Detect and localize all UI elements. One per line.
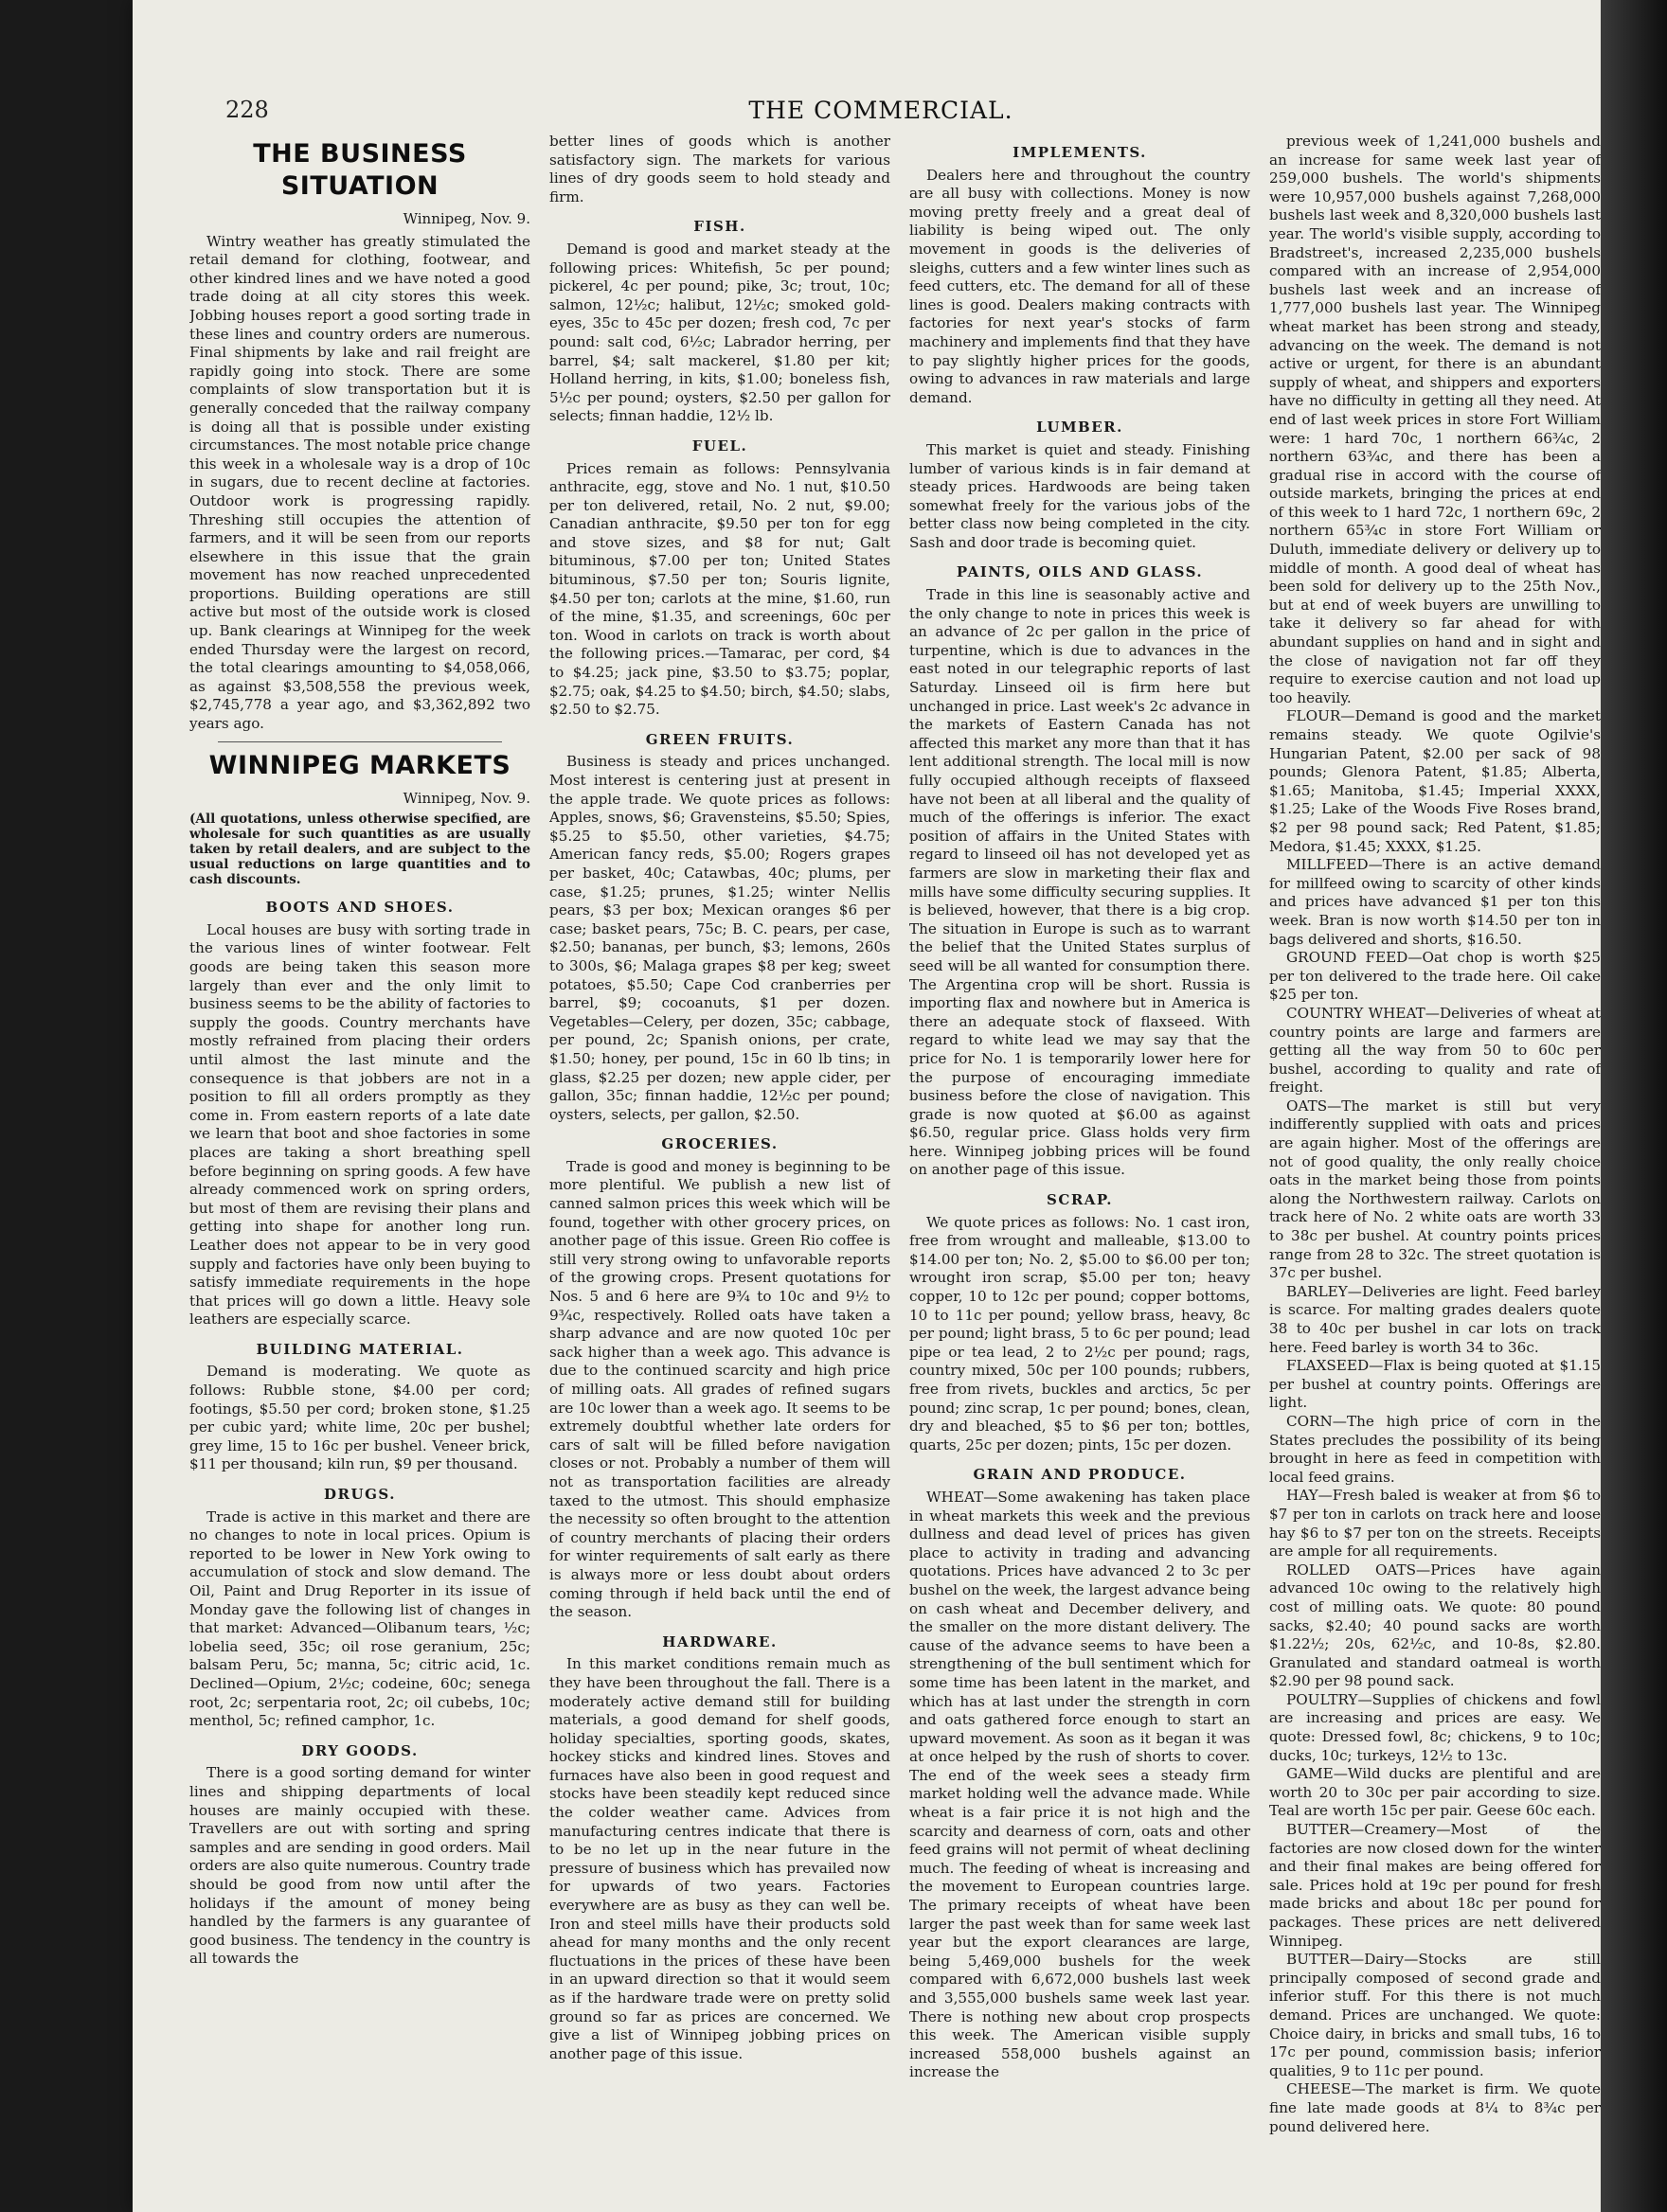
section-text: POULTRY—Supplies of chickens and fowl are increasing and prices are easy. We quote: Dressed fowl, 8c; chickens, 9 to 10c; ducks, 10c; turkeys, 12½ to 13c.: [1269, 1690, 1601, 1764]
section-text: In this market conditions remain much as they have been throughout the fall. There is a moderately active demand still for building materials, a good demand for shelf goods, holiday specialties, sporting goods, skates, hockey sticks and kindred lines. Stoves and furnaces have also been in good request and stocks have been steadily kept reduced since the colder weather came. Advices from manufacturing centres indicate that there is to be no let up in the near future in the pressure of business which has prevailed now for upwards of two years. Factories everywhere are as busy as they can well be. Iron and steel mills have their products sold ahead for many months and the only recent fluctuations in the prices of these have been in an upward direction so that it would seem as if the hardware trade were on pretty solid ground so far as prices are concerned. We give a list of Winnipeg jobbing prices on another page of this issue.: [549, 1655, 890, 2062]
column-2: [549, 133, 890, 2063]
section-text: We quote prices as follows: No. 1 cast iron, free from wrought and malleable, $13.00 to $14.00 per ton; No. 2, $5.00 to $6.00 per ton; wrought iron scrap, $5.00 per ton; heavy copper, 10 to 12c per pound; copper bottoms, 10 to 11c per pound; yellow brass, heavy, 8c per pound; light brass, 5 to 6c per pound; lead pipe or tea lead, 2 to 2½c per pound; rags, country mixed, 50c per 100 pounds; rubbers, free from rivets, buckles and arctics, 5c per pound; zinc scrap, 1c per pound; bones, clean, dry and bleached, $5 to $6 per ton; bottles, quarts, 25c per dozen; pints, 15c per dozen.: [909, 1213, 1250, 1454]
section-text: Prices remain as follows: Pennsylvania anthracite, egg, stove and No. 1 nut, $10.50 per ton delivered, retail, No. 2 nut, $9.00; Canadian anthracite, $9.50 per ton for egg and stove sizes, and $8 for nut; Galt bituminous, $7.00 per ton; United States bituminous, $7.50 per ton; Souris lignite, $4.50 per ton; carlots at the mine, $1.60, run of the mine, $1.35, and screenings, 60c per ton. Wood in carlots on track is worth about the following prices.—Tamarac, per cord, $4 to $4.25; jack pine, $3.50 to $3.75; poplar, $2.75; oak, $4.25 to $4.50; birch, $4.50; slabs, $2.50 to $2.75.: [549, 459, 890, 719]
column-2-sections: [549, 218, 890, 2063]
business-situation-dateline: Winnipeg, Nov. 9.: [403, 210, 530, 227]
section-text: CORN—The high price of corn in the States precludes the possibility of its being brought in here as feed in competition with local feed grains.: [1269, 1412, 1601, 1486]
column-3: [909, 133, 1250, 2082]
newspaper-page: [133, 0, 1629, 2212]
paper-title: THE COMMERCIAL.: [748, 97, 1013, 124]
section-text: Trade in this line is seasonably active and the only change to note in prices this week is an advance of 2c per gallon in the price of turpentine, which is due to advances in the east noted in our telegraphic reports of last Saturday. Linseed oil is firm here but unchanged in price. Last week's 2c advance in the markets of Eastern Canada has not affected this market any more than that it has lent additional strength. The local mill is now fully occupied although receipts of flaxseed have not been at all liberal and the quality of much of the offerings is inferior. The exact position of affairs in the United States with regard to linseed oil has not developed yet as farmers are slow in marketing their flax and mills have some difficulty securing supplies. It is believed, however, that there is a big crop. The situation in Europe is such as to warrant the belief that the United States surplus of seed will be all wanted for consumption there. The Argentina crop will be short. Russia is importing flax and nowhere but in America is there an adequate stock of flaxseed. With regard to white lead we may say that the price for No. 1 is temporarily lower here for the purpose of encouraging immediate business before the close of navigation. This grade is now quoted at $6.00 as against $6.50, regular price. Glass holds very firm here. Winnipeg jobbing prices will be found on another page of this issue.: [909, 586, 1250, 1179]
section-text: MILLFEED—There is an active demand for millfeed owing to scarcity of other kinds and prices have advanced $1 per ton this week. Bran is now worth $14.50 per ton in bags delivered and shorts, $16.50.: [1269, 856, 1601, 948]
column-1-sections: [189, 899, 530, 1969]
page-header: [133, 97, 1629, 125]
scan-edge-shadow: [1601, 0, 1667, 2212]
section-text: HAY—Fresh baled is weaker at from $6 to $7 per ton in carlots on track here and loose hay $6 to $7 per ton on the streets. Receipts are ample for all requirements.: [1269, 1487, 1601, 1561]
section-heading: PAINTS, OILS AND GLASS.: [956, 563, 1204, 581]
divider: [218, 741, 502, 742]
section-text: This market is quiet and steady. Finishing lumber of various kinds is in fair demand at steady prices. Hardwoods are being taken somewhat freely for the various jobs of the better class now being completed in the city. Sash and door trade is becoming quiet.: [909, 440, 1250, 551]
section-text: FLAXSEED—Flax is being quoted at $1.15 per bushel at country points. Offerings are light.: [1269, 1357, 1601, 1412]
section-heading: DRY GOODS.: [301, 1741, 419, 1759]
winnipeg-markets-dateline: Winnipeg, Nov. 9.: [403, 789, 530, 807]
section-text: BUTTER—Creamery—Most of the factories are now closed down for the winter and their final makes are being offered for sale. Prices hold at 19c per pound for fresh made bricks and about 18c per pound for packages. These prices are nett delivered Winnipeg.: [1269, 1821, 1601, 1950]
section-text: BARLEY—Deliveries are light. Feed barley is scarce. For malting grades dealers quote 38 to 40c per bushel in car lots on track here. Feed barley is worth 34 to 36c.: [1269, 1282, 1601, 1356]
section-text: GAME—Wild ducks are plentiful and are worth 20 to 30c per pair according to size. Teal are worth 15c per pair. Geese 60c each.: [1269, 1765, 1601, 1820]
business-situation-headline: THE BUSINESS SITUATION: [253, 139, 467, 201]
section-heading: BUILDING MATERIAL.: [256, 1340, 464, 1358]
section-heading: FUEL.: [691, 437, 748, 455]
section-text: FLOUR—Demand is good and the market remains steady. We quote Ogilvie's Hungarian Patent, $2.00 per sack of 98 pounds; Glenora Patent, $1.85; Alberta, $1.65; Manitoba, $1.45; Imperial XXXX, $1.25; Lake of the Woods Five Roses brand, $2 per 98 pound sack; Red Patent, $1.85; Medora, $1.45; XXXX, $1.25.: [1269, 707, 1601, 855]
section-text: Dealers here and throughout the country are all busy with collections. Money is now moving pretty freely and a great deal of liability is being wiped out. The only movement in goods is the deliveries of sleighs, cutters and a few winter lines such as feed cutters, etc. The demand for all of these lines is good. Dealers making contracts with factories for next year's stocks of farm machinery and implements find that they have to pay slightly higher prices for the goods, owing to advances in raw materials and large demand.: [909, 166, 1250, 406]
dry-goods-continued: better lines of goods which is another satisfactory sign. The markets for various lines of dry goods seem to hold steady and firm.: [549, 133, 890, 205]
section-heading: LUMBER.: [1036, 419, 1123, 437]
section-text: COUNTRY WHEAT—Deliveries of wheat at country points are large and farmers are getting all the way from 50 to 60c per bushel, according to quality and rate of freight.: [1269, 1004, 1601, 1097]
section-text: WHEAT—Some awakening has taken place in wheat markets this week and the previous dullness and dead level of prices has given place to activity in trading and advancing quotations. Prices have advanced 2 to 3c per bushel on the week, the largest advance being on cash wheat and December delivery, and the smaller on the more distant delivery. The cause of the advance seems to have been a strengthening of the bull sentiment which for some time has been latent in the market, and which has at last under the strength in corn and oats gathered force enough to start an upward movement. As soon as it began it was at once helped by the rush of shorts to cover. The end of the week sees a steady firm market holding well the advance made. While wheat is a fair price it is not high and the scarcity and dearness of corn, oats and other feed grains will not permit of wheat declining much. The feeding of wheat is increasing and the movement to European countries large. The primary receipts of wheat have been larger the past week than for same week last year but the export clearances are large, being 5,469,000 bushels for the week compared with 6,672,000 bushels last week and 3,555,000 bushels same week last year. There is nothing new about crop prospects this week. The American visible supply increased 558,000 bushels against an increase the: [909, 1488, 1250, 2081]
section-text: Local houses are busy with sorting trade in the various lines of winter footwear. Felt goods are being taken this season more largely than ever and the only limit to business seems to be the ability of factories to supply the goods. Country merchants have mostly refrained from placing their orders until almost the last minute and the consequence is that jobbers are not in a position to fill all orders promptly as they come in. From eastern reports of a late date we learn that boot and shoe factories in some places are taking a short breathing spell before beginning on spring goods. A few have already commenced work on spring orders, but most of them are revising their plans and getting into shape for another long run. Leather does not appear to be in very good supply and factories have only been buying to satisfy immediate requirements in the hope that prices will go down a little. Heavy sole leathers are especially scarce.: [189, 920, 530, 1329]
section-heading: GREEN FRUITS.: [645, 730, 795, 748]
section-text: BUTTER—Dairy—Stocks are still principally composed of second grade and inferior stuff. For this there is not much demand. Prices are unchanged. We quote: Choice dairy, in bricks and small tubs, 16 to 17c per pound, commission basis; inferior qualities, 9 to 11c per pound.: [1269, 1951, 1601, 2079]
section-heading: GRAIN AND PRODUCE.: [973, 1466, 1187, 1484]
column-4-sections: [1269, 133, 1601, 2136]
column-3-sections: [909, 144, 1250, 2082]
section-text: There is a good sorting demand for winter lines and shipping departments of local houses are mainly occupied with these. Travellers are out with sorting and spring samples and are sending in good orders. Mail orders are also quite numerous. Country trade should be good from now until after the holidays if the amount of money being handled by the farmers is any guarantee of good business. The tendency in the country is all towards the: [189, 1764, 530, 1968]
section-text: Business is steady and prices unchanged. Most interest is centering just at present in the apple trade. We quote prices as follows: Apples, snows, $6; Gravensteins, $5.50; Spies, $5.25 to $5.50, other varieties, $4.75; American fancy reds, $5.00; Rogers grapes per basket, 40c; Catawbas, 40c; plums, per case, $1.25; prunes, $1.25; winter Nellis pears, $3 per box; Mexican oranges $6 per case; basket pears, 75c; B. C. pears, per case, $2.50; bananas, per bunch, $3; lemons, 260s to 300s, $6; Malaga grapes $8 per keg; sweet potatoes, $5.50; Cape Cod cranberries per barrel, $9; cocoanuts, $1 per dozen. Vegetables—Celery, per dozen, 35c; cabbage, per pound, 2c; Spanish onions, per crate, $1.50; honey, per pound, 15c in 60 lb tins; in glass, $2.25 per dozen; new apple cider, per gallon, 35c; finnan haddie, 12½c per pound; oysters, selects, per gallon, $2.50.: [549, 753, 890, 1123]
section-text: Trade is good and money is beginning to be more plentiful. We publish a new list of canned salmon prices this week which will be found, together with other grocery prices, on another page of this issue. Green Rio coffee is still very strong owing to unfavorable reports of the growing crops. Present quotations for Nos. 5 and 6 here are 9¾ to 10c and 9½ to 9¾c, respectively. Rolled oats have taken a sharp advance and are now quoted 10c per sack higher than a week ago. This advance is due to the continued scarcity and high price of milling oats. All grades of refined sugars are 10c lower than a week ago. It seems to be extremely doubtful whether late orders for cars of salt will be filled before navigation closes or not. Probably a number of them will not as transportation facilities are already taxed to the utmost. This should emphasize the necessity so often brought to the attention of country merchants of placing their orders for winter requirements of salt early as there is always more or less doubt about orders coming through if held back until the end of the season.: [549, 1157, 890, 1621]
section-text: Demand is moderating. We quote as follows: Rubble stone, $4.00 per cord; footings, $5.50 per cord; broken stone, $1.25 per cubic yard; white lime, 20c per bushel; grey lime, 15 to 16c per bushel. Veneer brick, $11 per thousand; kiln run, $9 per thousand.: [189, 1363, 530, 1473]
section-text: GROUND FEED—Oat chop is worth $25 per ton delivered to the trade here. Oil cake $25 per ton.: [1269, 949, 1601, 1004]
business-situation-text: Wintry weather has greatly stimulated the retail demand for clothing, footwear, and other kindred lines and we have noted a good trade doing at all city stores this week. Jobbing houses report a good sorting trade in these lines and country orders are numerous. Final shipments by lake and rail freight are rapidly going into stock. There are some complaints of slow transportation but it is generally conceded that the railway company is doing all that is possible under existing circumstances. The most notable price change this week in a wholesale way is a drop of 10c in sugars, due to recent decline at factories. Outdoor work is progressing rapidly. Threshing still occupies the attention of farmers, and it will be seen from our reports elsewhere in this issue that the grain movement has now reached unprecedented proportions. Building operations are still active but most of the outside work is closed up. Bank clearings at Winnipeg for the week ended Thursday were the largest on record, the total clearings amounting to $4,058,066, as against $3,508,558 the previous week, $2,745,778 a year ago, and $3,362,892 two years ago.: [189, 232, 530, 733]
section-heading: IMPLEMENTS.: [1013, 144, 1147, 161]
section-heading: BOOTS AND SHOES.: [265, 899, 455, 917]
column-4: [1269, 133, 1601, 2136]
section-heading: DRUGS.: [324, 1486, 396, 1504]
page-number: 228: [225, 97, 269, 123]
section-text: ROLLED OATS—Prices have again advanced 10c owing to the relatively high cost of milling oats. We quote: 80 pound sacks, $2.40; 40 pound sacks are worth $1.22½; 20s, 62½c, and 10-8s, $2.80. Granulated and standard oatmeal is worth $2.90 per 98 pound sack.: [1269, 1561, 1601, 1690]
section-text: Demand is good and market steady at the following prices: Whitefish, 5c per pound; pickerel, 4c per pound; pike, 3c; trout, 10c; salmon, 12½c; halibut, 12½c; smoked gold-eyes, 35c to 45c per dozen; fresh cod, 7c per pound: salt cod, 6½c; Labrador herring, per barrel, $4; salt mackerel, $1.80 per kit; Holland herring, in kits, $1.00; boneless fish, 5½c per pound; oysters, $2.50 per gallon for selects; finnan haddie, 12½ lb.: [549, 240, 890, 425]
section-text: OATS—The market is still but very indifferently supplied with oats and prices are again higher. Most of the offerings are not of good quality, the only really choice oats in the market being those from points along the Northwestern railway. Carlots on track here of No. 2 white oats are worth 33 to 38c per bushel. At country points prices range from 28 to 32c. The street quotation is 37c per bushel.: [1269, 1097, 1601, 1282]
section-text: previous week of 1,241,000 bushels and an increase for same week last year of 259,000 bushels. The world's shipments were 10,957,000 bushels against 7,268,000 bushels last week and 8,320,000 bushels last year. The world's visible supply, according to Bradstreet's, increased 2,235,000 bushels compared with an increase of 2,954,000 bushels last week and an increase of 1,777,000 bushels last year. The Winnipeg wheat market has been strong and steady, advancing on the week. The demand is not active or urgent, for there is an abundant supply of wheat, and shippers and exporters have no difficulty in getting all they need. At end of last week prices in store Fort William were: 1 hard 70c, 1 northern 66¾c, 2 northern 63¾c, and there has been a gradual rise in accord with the course of outside markets, bringing the prices at end of this week to 1 hard 72c, 1 northern 69c, 2 northern 65¾c in store Fort William or Duluth, immediate delivery or delivery up to middle of month. A good deal of wheat has been sold for delivery up to the 25th Nov., but at end of week buyers are unwilling to take it delivery so far ahead for with abundant supplies on hand and in sight and the close of navigation not far off they require to exercise caution and not load up too heavily.: [1269, 133, 1601, 706]
section-text: CHEESE—The market is firm. We quote fine late made goods at 8¼ to 8¾c per pound delivered here.: [1269, 2080, 1601, 2135]
column-1: [189, 133, 530, 1969]
section-text: Trade is active in this market and there are no changes to note in local prices. Opium is reported to be lower in New York owing to accumulation of stock and slow demand. The Oil, Paint and Drug Reporter in its issue of Monday gave the following list of changes in that market: Advanced—Olibanum tears, ½c; lobelia seed, 35c; oil rose geranium, 25c; balsam Peru, 5c; manna, 5c; citric acid, 1c. Declined—Opium, 2½c; codeine, 60c; senega root, 2c; serpentaria root, 2c; oil cubebs, 10c; menthol, 5c; refined camphor, 1c.: [189, 1507, 530, 1730]
section-heading: GROCERIES.: [661, 1135, 779, 1153]
section-heading: SCRAP.: [1047, 1191, 1113, 1209]
quotations-note: (All quotations, unless otherwise specified, are wholesale for such quantities as are usually taken by retail dealers, and are subject to the usual reductions on large quantities and to cash discounts.: [189, 812, 530, 888]
winnipeg-markets-headline: WINNIPEG MARKETS: [208, 750, 511, 780]
section-heading: HARDWARE.: [662, 1632, 778, 1650]
section-heading: FISH.: [693, 218, 746, 236]
